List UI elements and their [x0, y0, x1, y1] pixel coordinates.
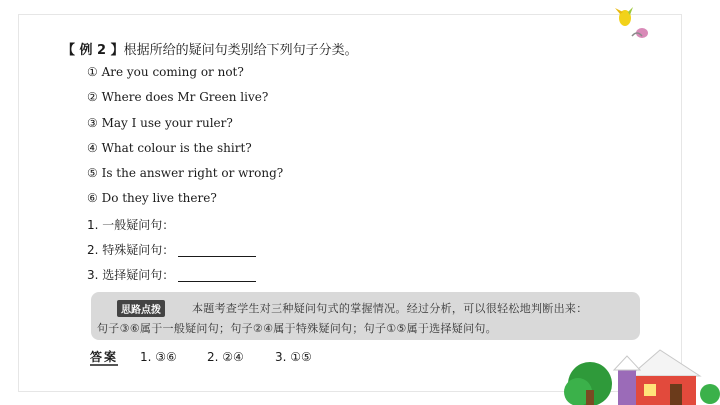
answer-blank-2	[178, 244, 256, 257]
question-6: ⑥ Do they live there?	[87, 191, 217, 205]
answer-blank-3	[178, 269, 256, 282]
category-choice	[87, 266, 256, 283]
answer-label: 答案	[90, 350, 119, 364]
category-general-label: 1. 一般疑问句：	[87, 218, 175, 232]
answer-item-1: 1. ③⑥	[140, 350, 177, 364]
category-special-label: 2. 特殊疑问句：	[87, 243, 175, 257]
cartoon-bird-icon	[612, 6, 656, 40]
example-title	[62, 39, 358, 58]
question-1: ① Are you coming or not?	[87, 65, 244, 79]
analysis-tag: 思路点拨	[117, 300, 165, 317]
analysis-box	[91, 292, 640, 340]
answer-item-3: 3. ①⑤	[275, 350, 312, 364]
example-instruction: 根据所给的疑问句类别给下列句子分类。	[123, 43, 358, 58]
analysis-line-1: 本题考查学生对三种疑问句式的掌握情况。经过分析，可以很轻松地判断出来：	[192, 302, 588, 315]
category-special	[87, 241, 256, 258]
category-choice-label: 3. 选择疑问句：	[87, 268, 175, 282]
category-general	[87, 216, 174, 233]
example-label: 【 例 2 】	[62, 43, 124, 58]
question-4: ④ What colour is the shirt?	[87, 141, 252, 155]
answer-item-2: 2. ②④	[207, 350, 244, 364]
question-3: ③ May I use your ruler?	[87, 116, 233, 130]
question-2: ② Where does Mr Green live?	[87, 90, 269, 104]
analysis-line-2: 句子③⑥属于一般疑问句；句子②④属于特殊疑问句；句子①⑤属于选择疑问句。	[97, 322, 497, 335]
cartoon-house-icon	[560, 346, 720, 405]
question-5: ⑤ Is the answer right or wrong?	[87, 166, 284, 180]
